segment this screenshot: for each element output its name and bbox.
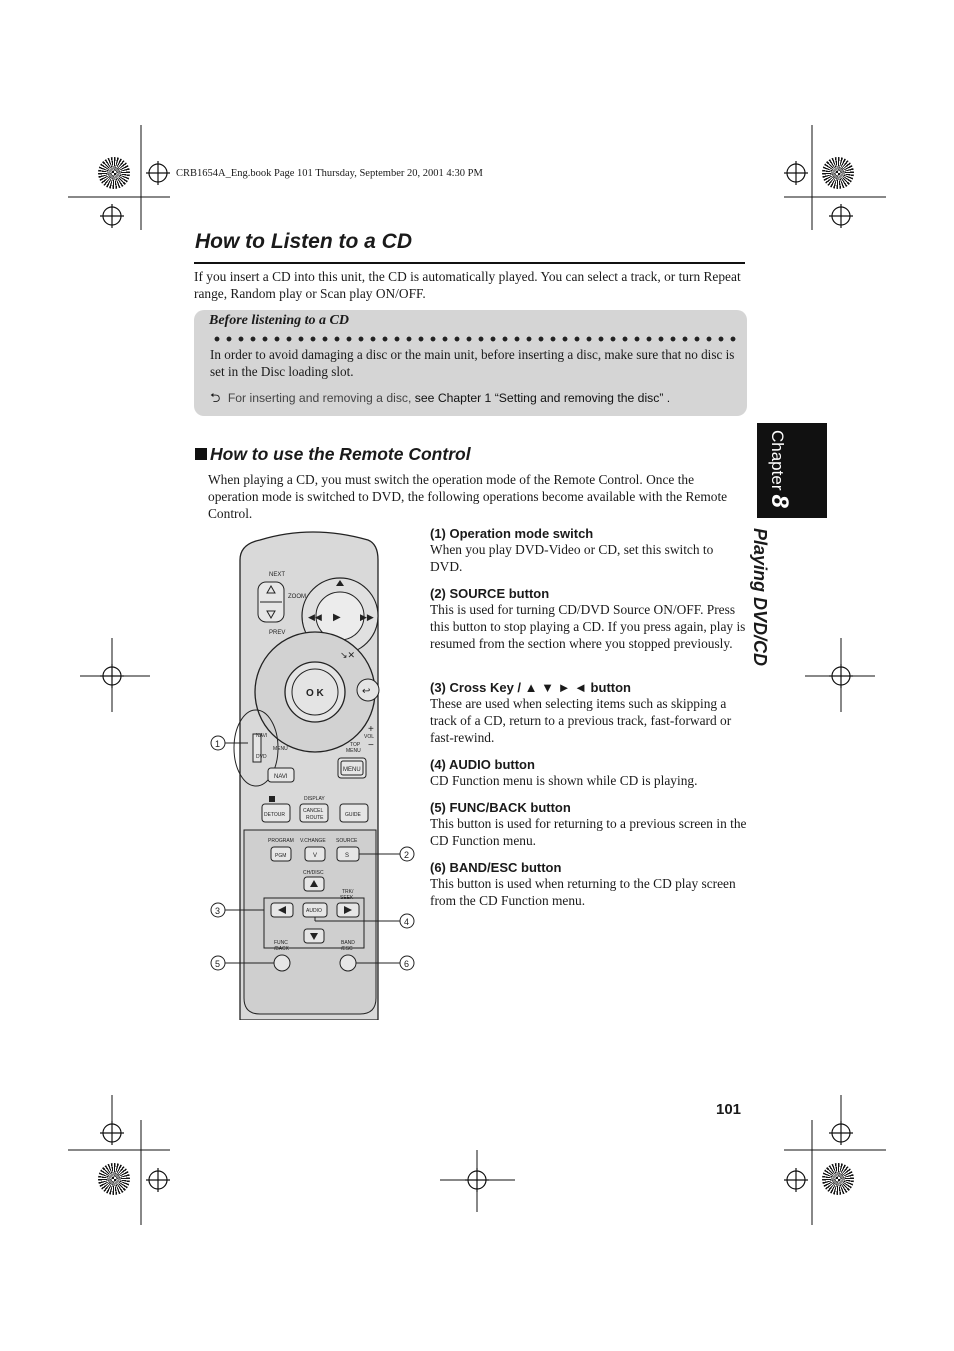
note-reference bbox=[210, 389, 670, 411]
title-divider bbox=[194, 262, 745, 264]
prev-label: PREV bbox=[269, 630, 286, 636]
play-pause-icon: ▶ bbox=[333, 612, 341, 623]
mute-icon: ↘✕ bbox=[340, 650, 356, 660]
back-icon: ↩ bbox=[362, 686, 371, 697]
navi-label: NAVI bbox=[274, 774, 288, 780]
dvd-small-label: DVD bbox=[256, 754, 267, 760]
item-1 bbox=[430, 526, 748, 575]
func-label-1: FUNC bbox=[274, 940, 288, 946]
s-label: S bbox=[345, 853, 350, 859]
item-text: This is used for turning CD/DVD Source ON/OFF. Press this button to stop playing a CD. If you press again, play is resumed from the section where you stopped previously. bbox=[430, 602, 746, 651]
item-text: This button is used when returning to the CD play screen from the CD Function menu. bbox=[430, 876, 736, 908]
top-menu-label-1: TOP bbox=[350, 742, 361, 748]
top-menu-label-2: MENU bbox=[346, 748, 361, 754]
trk-label-2: SEEK bbox=[340, 895, 354, 901]
callout-2-text: 2 bbox=[404, 850, 410, 860]
reference-lead: For inserting and removing a disc, bbox=[227, 391, 412, 405]
guide-label: GUIDE bbox=[345, 812, 361, 818]
item-2 bbox=[430, 586, 748, 652]
stop-icon bbox=[269, 796, 275, 802]
display-label: DISPLAY bbox=[304, 796, 325, 802]
menu-label: MENU bbox=[343, 767, 361, 773]
band-label-2: /ESC bbox=[341, 946, 353, 952]
chdisc-label: CH/DISC bbox=[303, 870, 324, 876]
note-heading: Before listening to a CD bbox=[209, 313, 350, 328]
callout-6-text: 6 bbox=[404, 959, 410, 969]
detour-label: DETOUR bbox=[264, 812, 286, 818]
chapter-number: 8 bbox=[766, 494, 793, 508]
dotted-divider bbox=[211, 335, 741, 343]
item-text: CD Function menu is shown while CD is playing. bbox=[430, 773, 698, 788]
v-label: V bbox=[313, 853, 318, 859]
reference-link[interactable]: see Chapter 1 “Setting and removing the disc” . bbox=[414, 391, 671, 405]
forward-icon: ▶▶ bbox=[360, 612, 374, 622]
item-4 bbox=[430, 757, 748, 789]
navi-small-label: NAVI bbox=[256, 733, 268, 739]
cancel-label-2: ROUTE bbox=[306, 815, 324, 821]
reference-arrow-icon: ⮌ bbox=[210, 390, 221, 405]
func-back-button[interactable] bbox=[274, 955, 290, 971]
section-title bbox=[195, 444, 471, 465]
section-title-text: How to use the Remote Control bbox=[210, 444, 471, 464]
ok-label: O K bbox=[306, 688, 324, 699]
remote-control-illustration bbox=[200, 520, 425, 1020]
zoom-label: ZOOM bbox=[288, 594, 306, 600]
chapter-side-title: Playing DVD/CD bbox=[750, 528, 770, 667]
item-heading: (6) BAND/ESC button bbox=[430, 860, 562, 875]
chapter-tab-text bbox=[765, 430, 793, 508]
item-heading: (1) Operation mode switch bbox=[430, 526, 594, 541]
item-text: This button is used for returning to a previous screen in the CD Function menu. bbox=[430, 816, 747, 848]
menu-small-label: MENU bbox=[273, 746, 288, 752]
page-number: 101 bbox=[716, 1101, 742, 1118]
print-info: CRB1654A_Eng.book Page 101 Thursday, September 20, 2001 4:30 PM bbox=[176, 168, 483, 179]
audio-label: AUDIO bbox=[306, 908, 322, 914]
page-title: How to Listen to a CD bbox=[195, 230, 412, 253]
item-heading: (5) FUNC/BACK button bbox=[430, 800, 571, 815]
band-label-1: BAND bbox=[341, 940, 355, 946]
square-bullet-icon bbox=[195, 448, 207, 460]
item-heading: (4) AUDIO button bbox=[430, 757, 535, 772]
item-6 bbox=[430, 860, 748, 909]
callout-4-text: 4 bbox=[404, 917, 410, 927]
rewind-icon: ◀◀ bbox=[308, 612, 322, 622]
intro-paragraph: If you insert a CD into this unit, the CD is automatically played. You can select a track, or turn Repeat range, Random play or Scan play ON/OFF. bbox=[194, 269, 741, 301]
cancel-label-1: CANCEL bbox=[303, 808, 324, 814]
callout-1-text: 1 bbox=[215, 739, 221, 749]
note-body: In order to avoid damaging a disc or the main unit, before inserting a disc, make sure that no disc is set in the Disc loading slot. bbox=[210, 347, 735, 379]
band-esc-button[interactable] bbox=[340, 955, 356, 971]
item-text: When you play DVD-Video or CD, set this switch to DVD. bbox=[430, 542, 714, 574]
item-heading: (3) Cross Key / ▲ ▼ ► ◄ button bbox=[430, 680, 631, 695]
chapter-label: Chapter bbox=[768, 430, 787, 491]
trk-label-1: TRK/ bbox=[342, 889, 354, 895]
vchange-label: V.CHANGE bbox=[300, 838, 326, 844]
next-label: NEXT bbox=[269, 572, 286, 578]
source-label: SOURCE bbox=[336, 838, 358, 844]
item-3 bbox=[430, 680, 748, 746]
vol-plus-icon: + bbox=[368, 724, 374, 735]
vol-minus-icon: − bbox=[368, 740, 374, 751]
item-5 bbox=[430, 800, 748, 849]
pgm-label: PGM bbox=[275, 853, 287, 859]
item-text: These are used when selecting items such as skipping a track of a CD, return to a previous track, fast-forward or fast-rewind. bbox=[430, 696, 732, 745]
section-intro: When playing a CD, you must switch the operation mode of the Remote Control. Once the operation mode is switched to DVD, the following operations become available with the Remote Control. bbox=[208, 472, 728, 521]
callout-5-text: 5 bbox=[215, 959, 221, 969]
func-label-2: /BACK bbox=[274, 946, 290, 952]
program-label: PROGRAM bbox=[268, 838, 294, 844]
item-heading: (2) SOURCE button bbox=[430, 586, 550, 601]
vol-label: VOL bbox=[364, 734, 375, 740]
callout-3-text: 3 bbox=[215, 906, 221, 916]
